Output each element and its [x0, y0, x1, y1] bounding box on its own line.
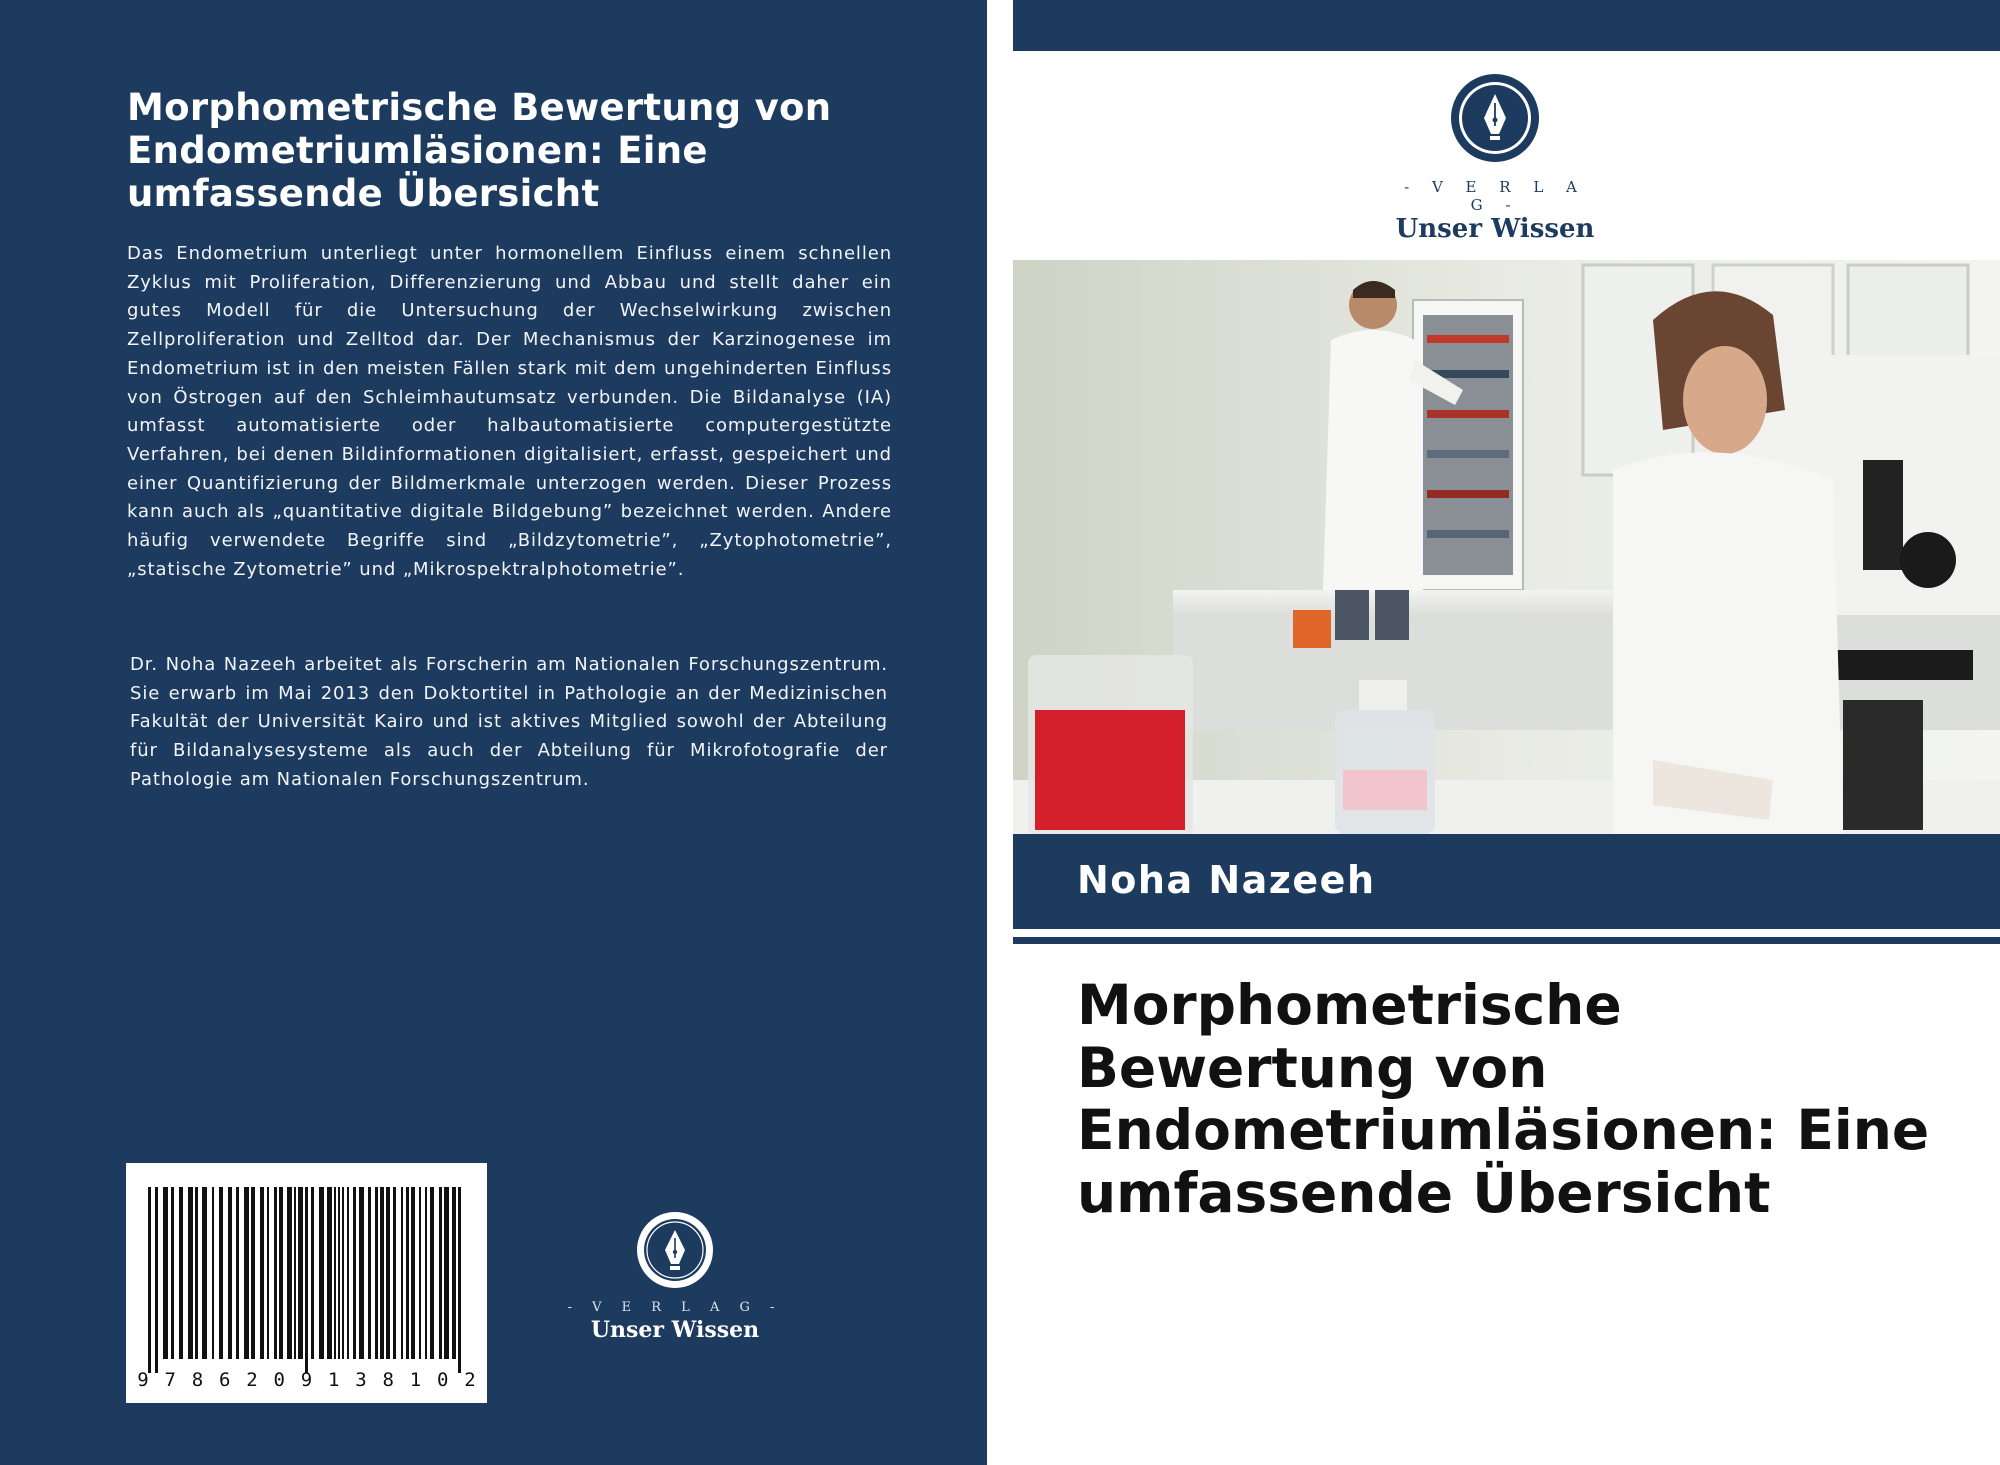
- barcode-bar: [342, 1187, 344, 1359]
- barcode-bar: [236, 1187, 239, 1359]
- author-banner: [1013, 834, 2000, 929]
- book-blurb: Das Endometrium unterliegt unter hormonellem Einfluss einem schnellen Zyklus mit Proliferation, Differenzierung und Abbau und stellt daher ein gutes Modell für die Untersuchung der Wechselwirkung zwischen Zellproliferation und Zelltod dar. Der Mechanismus der Karzinogenese im Endometrium ist in den meisten Fällen stark mit dem ungehinderten Einfluss von Östrogen auf den Schleimhautumsatz verbunden. Die Bildanalyse (IA) umfasst automatisierte oder halbautomatisierte computergestützte Verfahren, bei denen Bildinformationen digitalisiert, erfasst, gespeichert und einer Quantifizierung der Bildmerkmale unterzogen werden. Dieser Prozess kann auch als „quantitative digitale Bildgebung” bezeichnet werden. Andere häufig verwendete Begriffe sind „Bildzytometrie”, „Zytophotometrie”, „statische Zytometrie” und „Mikrospektralphotometrie”.: [127, 243, 892, 580]
- laboratory-scientists-photo: [1013, 260, 2000, 834]
- barcode-bar: [219, 1187, 223, 1359]
- barcode-bar: [359, 1187, 364, 1359]
- barcode-bar: [347, 1187, 349, 1359]
- isbn-digit: 2: [246, 1369, 258, 1391]
- fountain-pen-nib-icon: [635, 1210, 715, 1290]
- isbn-digit: 0: [273, 1369, 285, 1391]
- back-cover: [0, 0, 987, 1465]
- barcode-bar: [386, 1187, 390, 1359]
- isbn-digit: 7: [164, 1369, 176, 1391]
- isbn-digit: 9: [137, 1369, 149, 1391]
- barcode-bar: [425, 1187, 427, 1359]
- isbn-digit: 6: [219, 1369, 231, 1391]
- barcode-bar: [287, 1187, 292, 1359]
- author-name: Noha Nazeeh: [1077, 858, 1376, 902]
- author-bio: Dr. Noha Nazeeh arbeitet als Forscherin am Nationalen Forschungszentrum. Sie erwarb im Mai 2013 den Doktortitel in Pathologie an der Medizinischen Fakultät der Universität Kairo und ist aktives Mitglied sowohl der Abteilung für Bildanalysesysteme als auch der Abteilung für Mikrofotografie der Pathologie am Nationalen Forschungszentrum.: [130, 654, 888, 790]
- fountain-pen-nib-icon: [1449, 72, 1541, 164]
- barcode-bar: [444, 1187, 449, 1359]
- barcode-bar: [452, 1187, 456, 1359]
- front-publisher-logo: [1395, 72, 1595, 244]
- barcode-bar: [401, 1187, 403, 1359]
- barcode-bar: [163, 1187, 168, 1359]
- barcode-bar: [319, 1187, 324, 1359]
- barcode-bar: [439, 1187, 442, 1359]
- barcode-bar: [251, 1187, 255, 1359]
- lab-scene-illustration: [1013, 260, 2000, 834]
- barcode-bar: [393, 1187, 396, 1359]
- barcode-bar: [380, 1187, 384, 1359]
- isbn-digit: 3: [355, 1369, 367, 1391]
- barcode-bar: [244, 1187, 249, 1359]
- back-publisher-logo: [560, 1210, 790, 1350]
- barcode-bar: [148, 1187, 151, 1373]
- barcode-bar: [179, 1187, 183, 1359]
- isbn-digit: 0: [437, 1369, 449, 1391]
- barcode-bar: [260, 1187, 264, 1359]
- barcode-bar: [294, 1187, 296, 1359]
- barcode-bar: [188, 1187, 193, 1359]
- back-cover-title: Morphometrische Bewertung von Endometriumläsionen: Eine umfassende Übersicht: [127, 86, 832, 215]
- barcode-bar: [195, 1187, 198, 1359]
- publisher-verlag-label: - V E R L A G -: [1404, 178, 1586, 214]
- barcode-bar: [202, 1187, 207, 1359]
- barcode-bar: [327, 1187, 332, 1359]
- barcode-bar: [406, 1187, 409, 1359]
- isbn-digit: 8: [382, 1369, 394, 1391]
- title-divider: [1013, 937, 2000, 944]
- front-top-bar: [1013, 0, 2000, 51]
- barcode-bar: [171, 1187, 174, 1359]
- barcode-bar: [375, 1187, 378, 1359]
- isbn-digit: 8: [191, 1369, 204, 1391]
- barcode-bar: [212, 1187, 214, 1359]
- publisher-name: Unser Wissen: [590, 1317, 760, 1343]
- barcode-bar: [298, 1187, 303, 1359]
- barcode-bar: [411, 1187, 415, 1359]
- front-cover-title: Morphometrische Bewertung von Endometriumläsionen: Eine umfassende Übersicht: [1077, 973, 1930, 1225]
- isbn-digit: 1: [409, 1369, 422, 1391]
- isbn-number: [134, 1365, 479, 1395]
- barcode-bar: [458, 1187, 461, 1373]
- barcode-bar: [419, 1187, 421, 1359]
- isbn-digit: 1: [328, 1369, 340, 1391]
- barcode-bar: [334, 1187, 336, 1359]
- barcode-bar: [305, 1187, 308, 1373]
- isbn-digit: 9: [300, 1369, 313, 1391]
- barcode-bar: [279, 1187, 283, 1359]
- barcode-bar: [274, 1187, 277, 1359]
- barcode-bar: [430, 1187, 434, 1359]
- barcode-bar: [228, 1187, 232, 1359]
- barcode-bar: [368, 1187, 371, 1359]
- barcode-bar: [338, 1187, 340, 1359]
- barcode-bar: [311, 1187, 314, 1359]
- publisher-name: Unser Wissen: [1395, 214, 1595, 244]
- isbn-digit: 2: [464, 1369, 476, 1391]
- barcode-bar: [155, 1187, 158, 1373]
- publisher-verlag-label: - V E R L A G -: [567, 1300, 783, 1315]
- barcode-bar: [267, 1187, 269, 1359]
- barcode-bar: [353, 1187, 356, 1359]
- isbn-barcode: [126, 1163, 487, 1403]
